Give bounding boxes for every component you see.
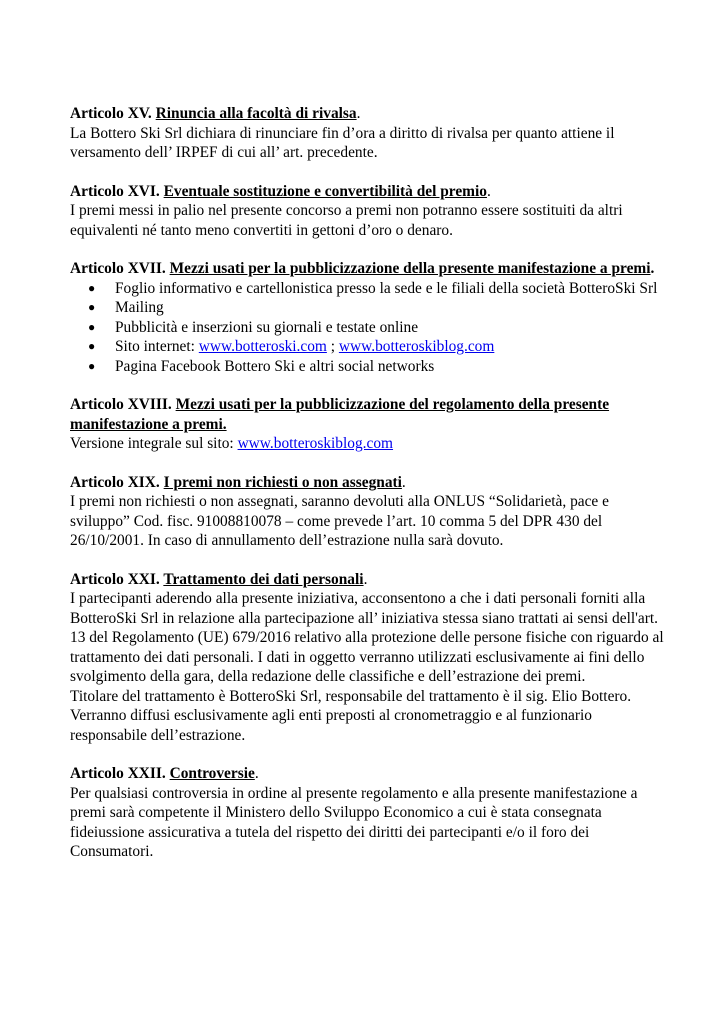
article-number: Articolo XVI.: [70, 182, 160, 200]
article-number: Articolo XXII.: [70, 765, 166, 782]
article-title: I premi non richiesti o non assegnati: [163, 473, 402, 491]
bullet-icon: ●: [88, 280, 96, 295]
article-heading: [70, 182, 670, 202]
sito-label: Sito internet:: [115, 338, 199, 355]
article-xviii: [70, 395, 670, 454]
list-item: [88, 298, 670, 318]
site-label: Versione integrale sul sito:: [70, 435, 238, 452]
article-title: Controversie: [169, 765, 255, 782]
article-number: Articolo XVIII.: [70, 396, 172, 413]
article-title: Trattamento dei dati personali: [163, 570, 364, 588]
article-title-end: .: [363, 570, 368, 588]
article-body: I premi non richiesti o non assegnati, saranno devoluti alla ONLUS “Solidarietà, pace e sviluppo” Cod. fisc. 91008810078 – come prevede l’art. 10 comma 5 del DPR 430 del 26/10/2001. In caso di annullamento dell’estrazione nulla sarà dovuto.: [70, 493, 609, 549]
bullet-icon: ●: [88, 339, 96, 353]
botteroskiblog-link[interactable]: www.botteroskiblog.com: [237, 435, 394, 452]
article-xvi: [70, 182, 670, 241]
article-title: Mezzi usati per la pubblicizzazione del regolamento della presente: [175, 396, 610, 413]
article-title-end: .: [356, 105, 361, 122]
article-title-end: .: [650, 260, 655, 277]
article-title: Mezzi usati per la pubblicizzazione della presente manifestazione a premi: [169, 260, 651, 277]
article-heading: [70, 259, 670, 279]
article-number: Articolo XXI.: [70, 570, 160, 588]
article-body-2: Titolare del trattamento è BotteroSki Srl, responsabile del trattamento è il sig. Elio Bottero. Verranno diffusi esclusivamente agli enti preposti al cronometraggio e al funzionario responsabile dell’estrazione.: [70, 687, 632, 744]
article-title-end: .: [254, 765, 259, 782]
list-item-text: Mailing: [115, 299, 164, 316]
article-number: Articolo XIX.: [70, 473, 160, 491]
list-item: [88, 337, 670, 357]
bullet-icon: ●: [88, 358, 96, 373]
article-body: I premi messi in palio nel presente concorso a premi non potranno essere sostituiti da altri equivalenti né tanto meno convertiti in gettoni d’oro o denaro.: [70, 202, 623, 239]
article-body: I partecipanti aderendo alla presente iniziativa, acconsentono a che i dati personali forniti alla BotteroSki Srl in relazione alla partecipazione all’ iniziativa stessa siano trattati ai sensi dell'art. 13 del Regolamento (UE) 679/2016 relativo alla protezione delle persone fisiche con riguardo al trattamento dei dati personali. I dati in oggetto verranno utilizzati esclusivamente ai fini dello svolgimento della gara, della redazione delle classifiche e dell’estrazione dei premi.: [70, 590, 664, 685]
bullet-icon: ●: [88, 319, 96, 334]
article-xxii: [70, 764, 670, 862]
article-body: [70, 434, 670, 454]
article-heading: [70, 570, 670, 590]
article-title: Eventuale sostituzione e convertibilità del premio: [163, 182, 487, 200]
list-item: [88, 318, 670, 338]
botteroskiblog-link[interactable]: www.botteroskiblog.com: [338, 338, 495, 355]
article-heading: [70, 764, 670, 784]
bullet-icon: ●: [88, 300, 96, 314]
article-number: Articolo XVII.: [70, 260, 166, 277]
article-xix: [70, 473, 670, 551]
article-heading: [70, 395, 670, 434]
article-title: Rinuncia alla facoltà di rivalsa: [155, 105, 357, 122]
article-xxi: [70, 570, 670, 746]
article-heading: [70, 473, 670, 493]
botteroski-link[interactable]: www.botteroski.com: [198, 338, 327, 355]
article-xvii: [70, 259, 670, 376]
article-number: Articolo XV.: [70, 105, 152, 122]
article-title-end: .: [486, 182, 491, 200]
list-item-text: Foglio informativo e cartellonistica presso la sede e le filiali della società BotteroSki Srl: [115, 279, 658, 297]
list-item: [88, 357, 670, 377]
link-separator: ;: [326, 338, 339, 355]
article-title-continued: manifestazione a premi.: [70, 415, 227, 433]
article-heading: [70, 104, 670, 124]
list-item-text: Pubblicità e inserzioni su giornali e testate online: [115, 318, 419, 336]
article-body: Per qualsiasi controversia in ordine al presente regolamento e alla presente manifestazione a premi sarà competente il Ministero dello Sviluppo Economico a cui è stata consegnata fideiussione assicurativa a tutela del rispetto dei diritti dei partecipanti e/o il foro dei Consumatori.: [70, 784, 638, 860]
media-list: [70, 279, 670, 377]
article-title-end: .: [401, 473, 406, 491]
article-body: La Bottero Ski Srl dichiara di rinunciare fin d’ora a diritto di rivalsa per quanto attiene il versamento dell’ IRPEF di cui all’ art. precedente.: [70, 124, 615, 161]
document-page: [70, 104, 670, 881]
list-item: [88, 279, 670, 299]
list-item-text: Pagina Facebook Bottero Ski e altri social networks: [115, 357, 435, 375]
article-xv: [70, 104, 670, 163]
